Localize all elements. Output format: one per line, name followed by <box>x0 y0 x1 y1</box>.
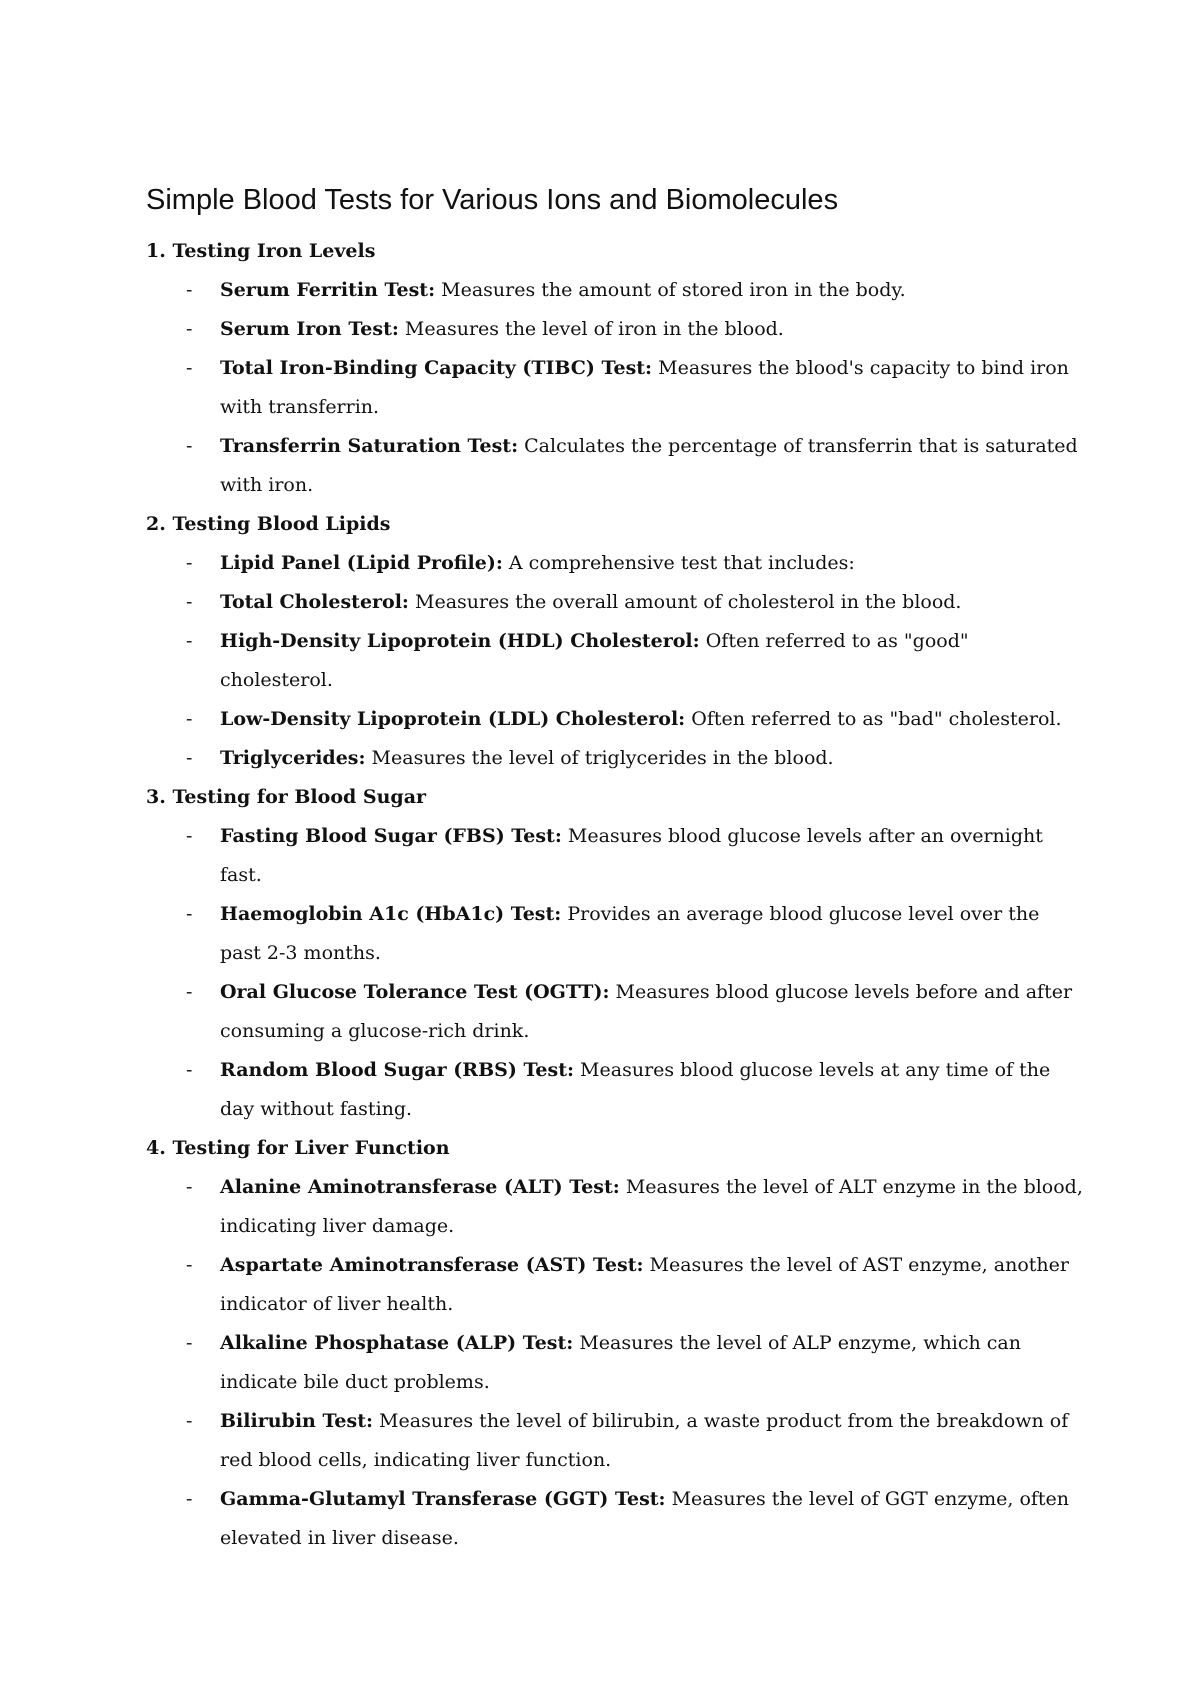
section-liver <box>146 1129 1086 1558</box>
bullet-dash: - <box>186 552 193 574</box>
bullet-dash: - <box>186 1488 193 1510</box>
item-text: Measures the blood's capacity to bind iron with transferrin. <box>220 357 1069 418</box>
list-item <box>146 739 1086 778</box>
bullet-dash: - <box>186 825 193 847</box>
section-lipids <box>146 505 1086 778</box>
item-term: Total Iron-Binding Capacity (TIBC) Test: <box>220 357 653 379</box>
item-list <box>146 1168 1086 1558</box>
item-text: Often referred to as "good" cholesterol. <box>220 630 969 691</box>
bullet-dash: - <box>186 357 193 379</box>
bullet-dash: - <box>186 708 193 730</box>
item-term: Low-Density Lipoprotein (LDL) Cholesterol: <box>220 708 686 730</box>
item-term: Bilirubin Test: <box>220 1410 374 1432</box>
item-text: Measures the level of GGT enzyme, often elevated in liver disease. <box>220 1488 1070 1549</box>
item-term: Random Blood Sugar (RBS) Test: <box>220 1059 575 1081</box>
item-term: Serum Iron Test: <box>220 318 399 340</box>
section-blood-sugar <box>146 778 1086 1129</box>
list-item <box>146 700 1086 739</box>
document-title: Simple Blood Tests for Various Ions and Biomolecules <box>146 184 839 216</box>
bullet-dash: - <box>186 747 193 769</box>
item-text: Measures blood glucose levels before and after consuming a glucose-rich drink. <box>220 981 1073 1042</box>
item-text: Provides an average blood glucose level over the past 2-3 months. <box>220 903 1040 964</box>
list-item <box>146 427 1086 505</box>
list-item <box>146 271 1086 310</box>
list-item <box>146 895 1086 973</box>
list-item <box>146 310 1086 349</box>
item-list <box>146 544 1086 778</box>
item-text: Measures the level of iron in the blood. <box>398 318 784 340</box>
list-item <box>146 1246 1086 1324</box>
list-item <box>146 1051 1086 1129</box>
item-text: Measures the overall amount of cholesterol in the blood. <box>408 591 962 613</box>
item-term: High-Density Lipoprotein (HDL) Cholesterol: <box>220 630 700 652</box>
bullet-dash: - <box>186 279 193 301</box>
bullet-dash: - <box>186 1059 193 1081</box>
list-item <box>146 973 1086 1051</box>
item-text: Calculates the percentage of transferrin that is saturated with iron. <box>220 435 1078 496</box>
list-item <box>146 1480 1086 1558</box>
item-term: Total Cholesterol: <box>220 591 409 613</box>
list-item <box>146 622 1086 700</box>
item-term: Aspartate Aminotransferase (AST) Test: <box>220 1254 644 1276</box>
item-text: Measures the amount of stored iron in the body. <box>435 279 906 301</box>
item-term: Gamma-Glutamyl Transferase (GGT) Test: <box>220 1488 666 1510</box>
item-term: Triglycerides: <box>220 747 366 769</box>
list-item <box>146 1324 1086 1402</box>
list-item <box>146 817 1086 895</box>
bullet-dash: - <box>186 1176 193 1198</box>
list-item <box>146 583 1086 622</box>
document-body <box>146 232 1086 1558</box>
list-item <box>146 1402 1086 1480</box>
item-text: Measures the level of AST enzyme, another indicator of liver health. <box>220 1254 1069 1315</box>
item-text: Measures the level of ALP enzyme, which can indicate bile duct problems. <box>220 1332 1021 1393</box>
bullet-dash: - <box>186 1332 193 1354</box>
item-text: Measures blood glucose levels after an overnight fast. <box>220 825 1043 886</box>
bullet-dash: - <box>186 1410 193 1432</box>
item-text: Measures the level of bilirubin, a waste product from the breakdown of red blood cells, indicating liver function. <box>220 1410 1069 1471</box>
list-item <box>146 544 1086 583</box>
item-term: Serum Ferritin Test: <box>220 279 436 301</box>
bullet-dash: - <box>186 1254 193 1276</box>
item-term: Alanine Aminotransferase (ALT) Test: <box>220 1176 620 1198</box>
list-item <box>146 1168 1086 1246</box>
section-heading: 3. Testing for Blood Sugar <box>146 786 427 808</box>
item-text: Often referred to as "bad" cholesterol. <box>685 708 1062 730</box>
bullet-dash: - <box>186 435 193 457</box>
item-text: A comprehensive test that includes: <box>502 552 855 574</box>
section-heading: 1. Testing Iron Levels <box>146 240 376 262</box>
section-heading: 2. Testing Blood Lipids <box>146 513 391 535</box>
item-term: Alkaline Phosphatase (ALP) Test: <box>220 1332 574 1354</box>
list-item <box>146 349 1086 427</box>
section-iron <box>146 232 1086 505</box>
item-list <box>146 271 1086 505</box>
item-list <box>146 817 1086 1129</box>
section-heading: 4. Testing for Liver Function <box>146 1137 450 1159</box>
item-term: Oral Glucose Tolerance Test (OGTT): <box>220 981 610 1003</box>
item-term: Fasting Blood Sugar (FBS) Test: <box>220 825 562 847</box>
item-text: Measures the level of ALT enzyme in the blood, indicating liver damage. <box>220 1176 1083 1237</box>
item-term: Transferrin Saturation Test: <box>220 435 519 457</box>
bullet-dash: - <box>186 591 193 613</box>
item-text: Measures blood glucose levels at any time of the day without fasting. <box>220 1059 1051 1120</box>
bullet-dash: - <box>186 903 193 925</box>
item-text: Measures the level of triglycerides in the blood. <box>365 747 834 769</box>
bullet-dash: - <box>186 981 193 1003</box>
item-term: Haemoglobin A1c (HbA1c) Test: <box>220 903 562 925</box>
bullet-dash: - <box>186 630 193 652</box>
bullet-dash: - <box>186 318 193 340</box>
item-term: Lipid Panel (Lipid Profile): <box>220 552 503 574</box>
